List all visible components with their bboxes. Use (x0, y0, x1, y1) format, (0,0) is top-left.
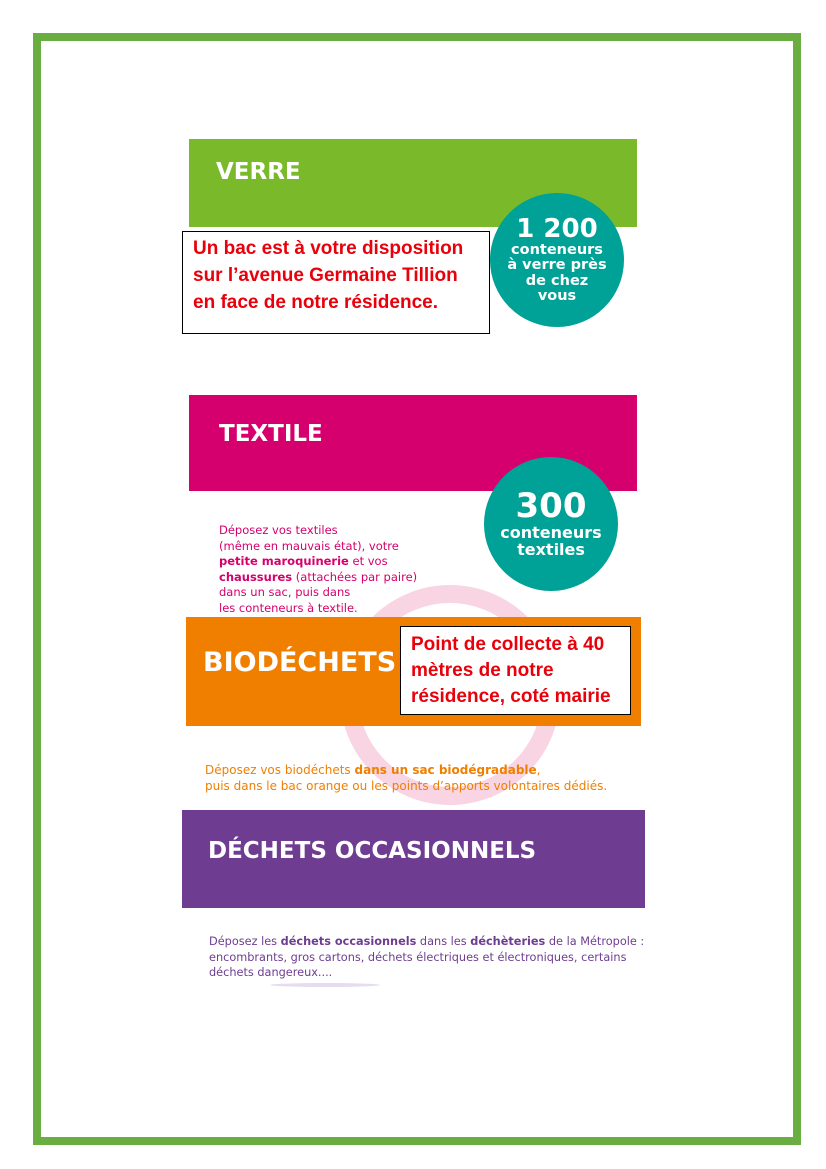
verre-count: 1 200 (516, 213, 598, 244)
desc-text: , (536, 763, 541, 777)
desc-bold: petite maroquinerie (219, 554, 349, 568)
verre-title: VERRE (216, 159, 301, 185)
note-line: en face de notre résidence. (193, 292, 438, 313)
desc-line (209, 934, 644, 950)
desc-line: encombrants, gros cartons, déchets électriques et électroniques, certains (209, 950, 627, 964)
verre-count-circle (490, 193, 624, 327)
note-line: sur l’avenue Germaine Tillion (193, 265, 458, 286)
circle-line: de chez (525, 272, 589, 289)
desc-bold: dans un sac biodégradable (354, 763, 537, 777)
circle-line: vous (537, 287, 577, 304)
desc-text: de la Métropole : (545, 935, 645, 948)
occasionnels-title: DÉCHETS OCCASIONNELS (208, 838, 537, 864)
circle-line: à verre près (507, 257, 607, 274)
textile-count: 300 (515, 486, 587, 527)
desc-text: Déposez les (209, 935, 281, 948)
occasionnels-banner (182, 810, 645, 908)
circle-line: textiles (517, 539, 585, 559)
note-line: Point de collecte à 40 (411, 634, 605, 655)
biodechets-description (205, 762, 607, 794)
circle-line: conteneurs (500, 523, 602, 543)
note-line: résidence, coté mairie (411, 686, 611, 707)
desc-line: dans un sac, puis dans (219, 585, 351, 599)
desc-line: Déposez vos textiles (219, 523, 338, 537)
desc-line: les conteneurs à textile. (219, 600, 358, 615)
textile-description (219, 523, 417, 616)
desc-text: et vos (348, 554, 388, 568)
note-line: Un bac est à votre disposition (193, 238, 464, 259)
desc-text: (attachées par paire) (292, 569, 418, 584)
desc-bold: chaussures (219, 569, 293, 584)
circle-line: conteneurs (511, 242, 603, 259)
biodechets-title: BIODÉCHETS (203, 647, 397, 678)
desc-line (219, 554, 417, 570)
biodechets-note-box (400, 626, 631, 715)
note-line: mètres de notre (411, 660, 554, 681)
desc-line: déchets dangereux.... (209, 966, 333, 979)
desc-line: (même en mauvais état), votre (219, 538, 399, 553)
desc-line (219, 570, 417, 586)
textile-title: TEXTILE (219, 421, 323, 447)
desc-bold: déchets occasionnels (280, 935, 417, 948)
textile-count-circle (484, 457, 618, 591)
desc-line: puis dans le bac orange ou les points d’apports volontaires dédiés. (205, 779, 608, 793)
desc-line (205, 762, 607, 778)
decorative-arc (270, 983, 380, 987)
occasionnels-description (209, 934, 644, 981)
desc-text: dans les (416, 935, 471, 948)
desc-text: Déposez vos biodéchets (205, 763, 355, 777)
verre-note-box (182, 231, 490, 334)
desc-bold: déchèteries (470, 935, 546, 948)
